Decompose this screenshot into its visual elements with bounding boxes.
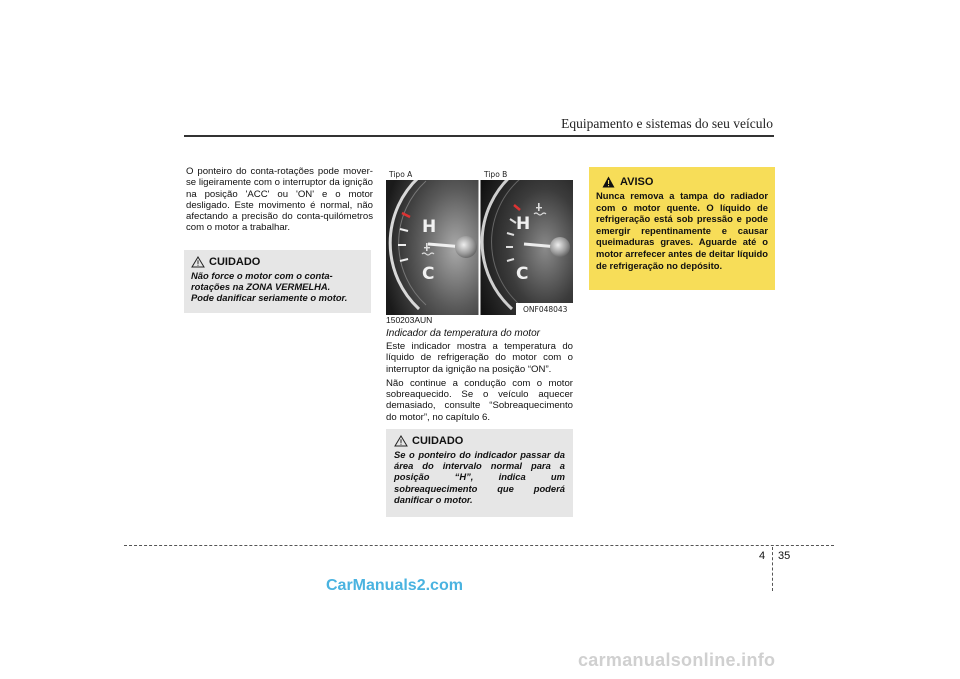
section-body (386, 341, 573, 426)
gauge-b-h-label: H (516, 214, 531, 234)
warning-text: Nunca remova a tampa do radiador com o motor quente. O líquido de refrigeração está sob pressão e pode emergir repentinamente e causar queimaduras graves. Aguarde até o motor arrefecer antes de deitar líquido de refrigeração no depósito. (596, 190, 768, 271)
warning-title: AVISO (620, 176, 654, 188)
intro-paragraph: O ponteiro do conta-rotações pode mover-se ligeiramente com o interruptor da ignição na posição 'ACC' ou 'ON' e o motor desligado. Este movimento é normal, não afectando a precisão do conta-quilómetros com o motor a trabalhar. (186, 166, 373, 234)
header-rule (184, 135, 774, 137)
gauge-a-h-label: H (422, 217, 437, 237)
watermark-carmanuals2[interactable]: CarManuals2.com (326, 577, 463, 594)
caution-triangle-icon (394, 435, 408, 447)
caution-2-title: CUIDADO (412, 435, 464, 447)
caution-2-text: Se o ponteiro do indicador passar da área do intervalo normal para a posição “H”, indica um sobreaquecimento que poderá danificar o motor. (394, 449, 565, 505)
page-number: 35 (778, 550, 791, 562)
page-chapter-number: 4 (759, 550, 766, 562)
caution-1-title-row (191, 256, 364, 268)
caution-1-line-2: Pode danificar seriamente o motor. (191, 292, 348, 304)
caution-1-line-1: Não force o motor com o conta-rotações na ZONA VERMELHA. (191, 270, 333, 293)
caution-box-1 (184, 250, 371, 313)
watermark-carmanualsonline[interactable]: carmanualsonline.info (578, 650, 776, 670)
section-title: Indicador da temperatura do motor (386, 328, 540, 339)
warning-box (589, 167, 775, 290)
caution-1-text (191, 270, 364, 304)
caution-box-2 (386, 429, 573, 517)
section-paragraph-1: Este indicador mostra a temperatura do líquido de refrigeração do motor com o interruptor da ignição na posição “ON”. (386, 341, 573, 375)
page-number-divider (772, 547, 773, 591)
gauge-a-c-label: C (422, 264, 435, 284)
temperature-gauge-figure (386, 167, 573, 315)
gauge-b-c-label: C (516, 264, 529, 284)
figure-code: 150203AUN (386, 315, 433, 325)
section-paragraph-2: Não continue a condução com o motor sobreaquecido. Se o veículo aquecer demasiado, consulte “Sobreaquecimento do motor”, no capítulo 6. (386, 377, 573, 423)
footer-dashed-rule (124, 545, 834, 546)
page-header-title: Equipamento e sistemas do seu veículo (561, 116, 773, 131)
caution-2-title-row (394, 435, 565, 447)
gauge-label-tipo-a: Tipo A (389, 170, 413, 179)
caution-triangle-icon (191, 256, 205, 268)
figure-image-code: ONF048043 (523, 305, 568, 314)
warning-triangle-icon (602, 176, 615, 188)
gauge-a-hub (455, 236, 477, 258)
gauge-b-hub (550, 237, 570, 257)
warning-title-row (596, 176, 768, 188)
caution-1-title: CUIDADO (209, 256, 261, 268)
gauge-label-tipo-b: Tipo B (484, 170, 508, 179)
